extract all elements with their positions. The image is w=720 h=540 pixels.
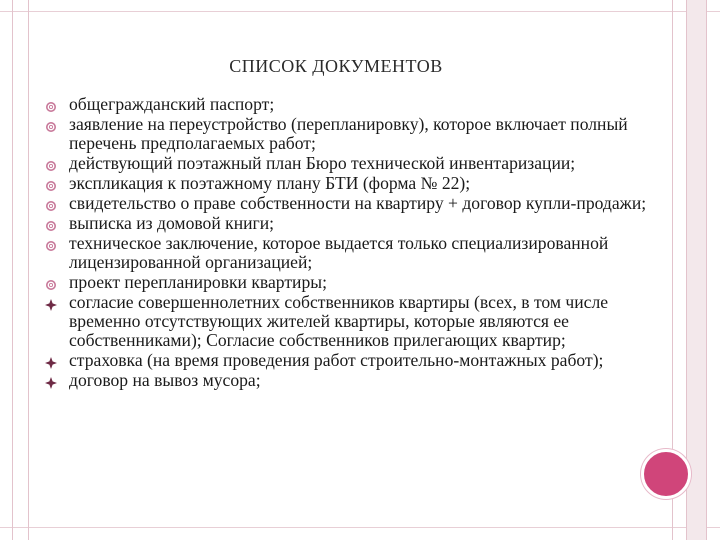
list-item-text: экспликация к поэтажному плану БТИ (форма № 22); (69, 173, 471, 193)
diamond-bullet-icon (44, 376, 58, 390)
ring-bullet-icon (44, 100, 58, 114)
left-inner-frame-line (28, 0, 29, 540)
decorative-circle (641, 449, 691, 499)
list-item (44, 174, 672, 193)
ring-bullet-icon (44, 239, 58, 253)
ring-bullet-icon (44, 199, 58, 213)
documents-list (44, 95, 672, 391)
bottom-frame-line (0, 527, 720, 528)
list-item (44, 293, 672, 350)
list-item (44, 234, 672, 272)
ring-bullet-icon (44, 278, 58, 292)
ring-bullet-icon (44, 179, 58, 193)
list-item (44, 95, 672, 114)
list-item-text: выписка из домовой книги; (69, 213, 275, 233)
diamond-bullet-icon (44, 298, 58, 312)
right-band-edge-right (706, 0, 707, 540)
diamond-bullet-icon (44, 356, 58, 370)
list-item-text: действующий поэтажный план Бюро технической инвентаризации; (69, 153, 576, 173)
right-decor-band (686, 0, 706, 540)
list-item-text: общегражданский паспорт; (69, 94, 275, 114)
ring-bullet-icon (44, 159, 58, 173)
list-item (44, 194, 672, 213)
list-item (44, 273, 672, 292)
list-item-text: страховка (на время проведения работ строительно-монтажных работ); (69, 350, 604, 370)
list-item (44, 214, 672, 233)
ring-bullet-icon (44, 219, 58, 233)
list-item-text: заявление на переустройство (перепланировку), которое включает полный перечень предполагаемых работ; (69, 114, 628, 153)
list-item (44, 154, 672, 173)
ring-bullet-icon (44, 120, 58, 134)
list-item (44, 115, 672, 153)
list-item-text: проект перепланировки квартиры; (69, 272, 327, 292)
top-frame-line (0, 11, 720, 12)
list-item (44, 371, 672, 390)
left-frame-line (12, 0, 13, 540)
list-item-text: договор на вывоз мусора; (69, 370, 261, 390)
list-item-text: согласие совершеннолетних собственников квартиры (всех, в том числе временно отсутствующих жителей квартиры, которые являются ее собственниками); Согласие собственников прилегающих квартир; (69, 292, 609, 350)
page-title: СПИСОК ДОКУМЕНТОВ (229, 56, 443, 76)
list-item-text: техническое заключение, которое выдается только специализированной лицензированной организацией; (69, 233, 609, 272)
list-item (44, 351, 672, 370)
list-item-text: свидетельство о праве собственности на квартиру + договор купли-продажи; (69, 193, 647, 213)
